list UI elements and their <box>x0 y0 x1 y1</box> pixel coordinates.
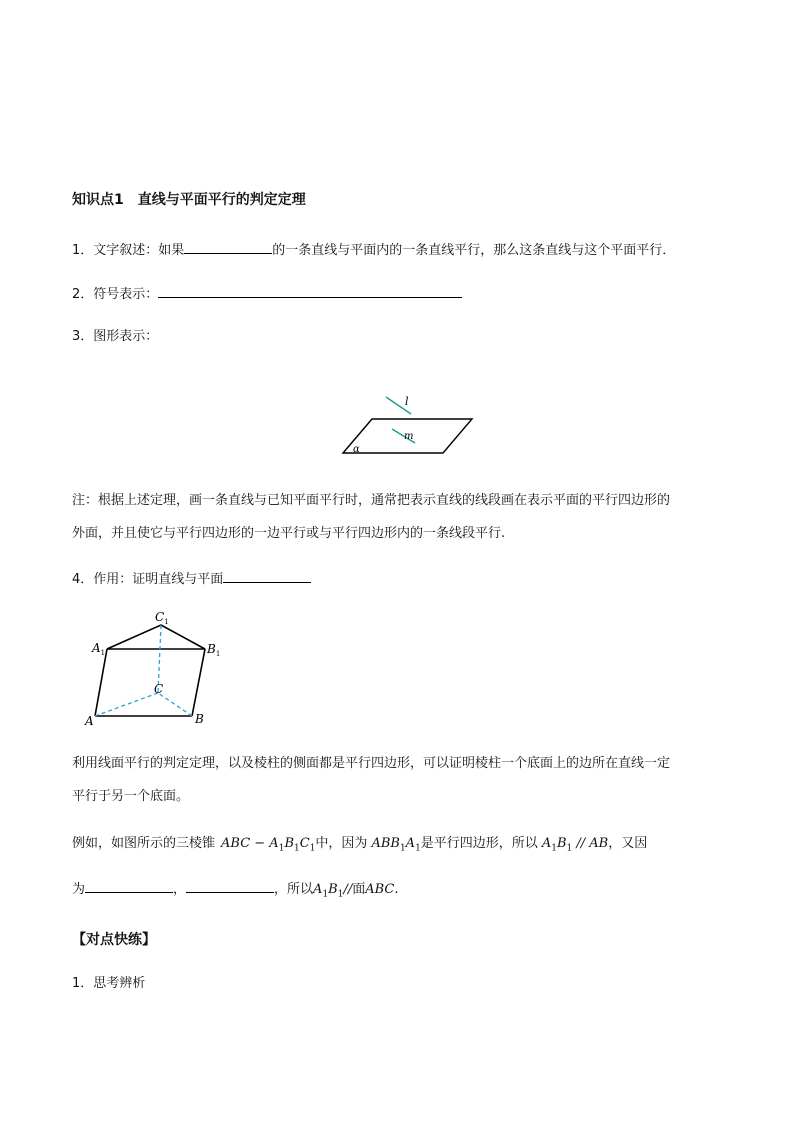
section-title <box>72 190 306 210</box>
label-B: B <box>195 712 204 726</box>
edge-BB1 <box>192 649 205 716</box>
note-line-1: 注：根据上述定理，画一条直线与已知平面平行时，通常把表示直线的线段画在表示平面的平行四边形的 <box>72 493 671 508</box>
usage-line-1: 利用线面平行的判定定理，以及棱柱的侧面都是平行四边形，可以证明棱柱一个底面上的边所在直线一定 <box>72 756 671 771</box>
prism-figure <box>80 605 230 735</box>
example-line-2: 为 ， ，所以$A_1B_1//$面ABC. <box>72 878 399 905</box>
label-A: A <box>85 714 94 728</box>
edge-BC <box>158 693 192 716</box>
label-C: C <box>154 682 164 696</box>
answer-blank-4[interactable] <box>85 878 173 893</box>
plane-line-figure <box>340 390 480 460</box>
usage-line-2: 平行于另一个底面。 <box>72 789 190 804</box>
label-m: m <box>404 431 414 442</box>
practice-item-1: 1．思考辨析 <box>72 976 146 991</box>
item-1: 1．文字叙述：如果 的一条直线与平面内的一条直线平行，那么这条直线与这个平面平行． <box>72 239 675 261</box>
edge-AA1 <box>95 649 107 716</box>
answer-blank-5[interactable] <box>186 878 274 893</box>
label-alpha: α <box>353 444 360 455</box>
item-2: 2．符号表示： <box>72 283 462 305</box>
item-3: 3．图形表示： <box>72 329 159 344</box>
top-triangle <box>107 625 205 649</box>
label-l: l <box>405 395 409 408</box>
answer-blank-2[interactable] <box>158 283 462 298</box>
label-C1: $C_1$ <box>155 610 169 626</box>
item-4: 4．作用：证明直线与平面 <box>72 568 311 590</box>
answer-blank-1[interactable] <box>184 239 272 254</box>
answer-blank-3[interactable] <box>223 568 311 583</box>
practice-title: 【对点快练】 <box>72 932 156 948</box>
edge-AC <box>95 693 158 716</box>
section-title-text: 直线与平面平行的判定定理 <box>137 192 306 208</box>
note-line-2: 外面，并且使它与平行四边形的一边平行或与平行四边形内的一条线段平行. <box>72 526 506 541</box>
example-line-1: 例如，如图所示的三棱锥 ABC − $A_1B_1C_1$中，因为 $ABB_1A_1$是平行四边形，所以 $A_1B_1$ // AB，又因 <box>72 836 648 854</box>
section-number: 知识点1 <box>72 192 124 208</box>
label-A1: $A_1$ <box>92 641 106 657</box>
label-B1: $B_1$ <box>207 642 221 658</box>
